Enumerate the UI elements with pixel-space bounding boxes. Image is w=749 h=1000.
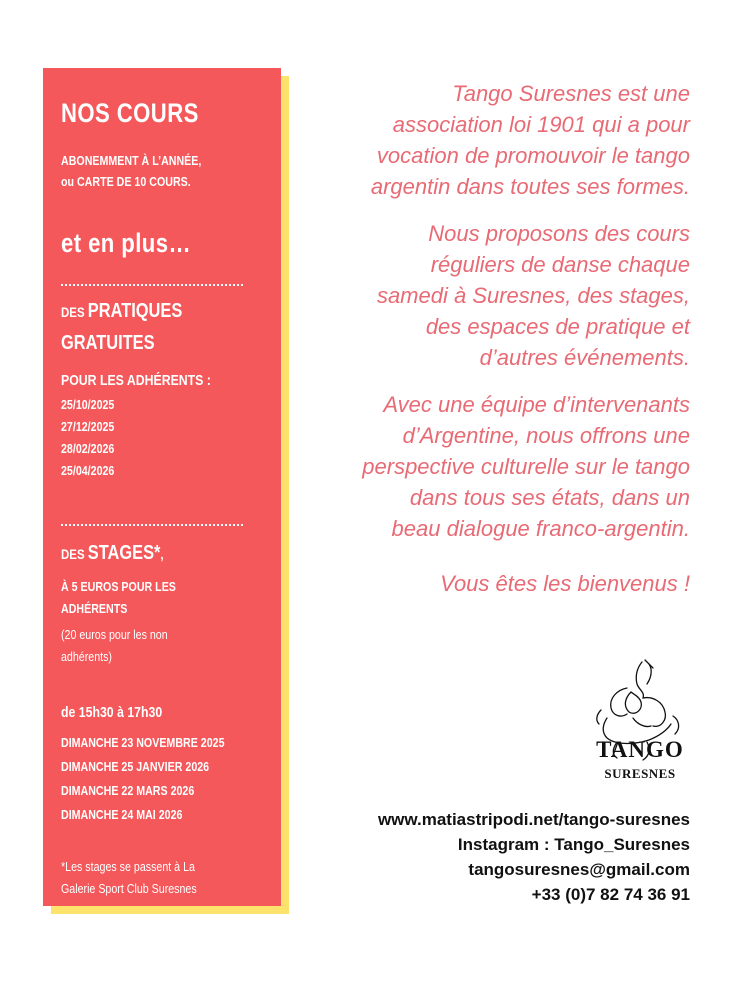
- association-intro: [300, 78, 690, 615]
- pratiques-heading-word2: GRATUITES: [61, 332, 155, 354]
- tango-dancers-logo-icon: [587, 633, 692, 788]
- intro-line: dans tous ses états, dans un: [409, 485, 690, 510]
- stage-date: DIMANCHE 25 JANVIER 2026: [61, 759, 210, 774]
- intro-line: Nous proposons des cours: [428, 221, 690, 246]
- non-members-price-line-1: (20 euros pour les non: [61, 627, 168, 642]
- contact-block: [290, 807, 690, 907]
- stage-date: DIMANCHE 22 MARS 2026: [61, 783, 195, 798]
- pratiques-heading: [61, 296, 235, 327]
- subscription-line-2: ou CARTE DE 10 COURS.: [61, 174, 191, 189]
- stage-date: DIMANCHE 23 NOVEMBRE 2025: [61, 735, 225, 750]
- intro-line: perspective culturelle sur le tango: [362, 454, 690, 479]
- stages-time: de 15h30 à 17h30: [61, 704, 163, 721]
- intro-paragraph-3: [300, 389, 690, 544]
- stages-suffix: ,: [160, 546, 164, 562]
- non-members-price-line-2: adhérents): [61, 649, 112, 664]
- pratique-date: 25/10/2025: [61, 397, 115, 412]
- welcome-line: Vous êtes les bienvenus !: [440, 571, 690, 596]
- pratique-date: 25/04/2026: [61, 463, 115, 478]
- subscription-line-1: ABONEMMENT À L’ANNÉE,: [61, 153, 202, 168]
- stages-price-line-2: ADHÉRENTS: [61, 601, 128, 616]
- intro-line: samedi à Suresnes, des stages,: [376, 283, 690, 308]
- stages-prefix: DES: [61, 546, 88, 562]
- logo-subtitle: SURESNES: [604, 766, 676, 781]
- pratique-date: 28/02/2026: [61, 441, 115, 456]
- courses-title: NOS COURS: [61, 98, 199, 128]
- stage-date: DIMANCHE 24 MAI 2026: [61, 807, 183, 822]
- stages-footnote-line-1: *Les stages se passent à La: [61, 859, 195, 874]
- pratiques-audience: POUR LES ADHÉRENTS :: [61, 372, 211, 389]
- stages-heading: [61, 538, 235, 569]
- intro-line: vocation de promouvoir le tango: [376, 143, 690, 168]
- intro-line: Tango Suresnes est une: [452, 81, 690, 106]
- intro-line: d’autres événements.: [479, 345, 690, 370]
- email-link[interactable]: tangosuresnes@gmail.com: [468, 860, 690, 879]
- intro-line: d’Argentine, nous offrons une: [402, 423, 690, 448]
- stages-heading-word: STAGES*: [87, 542, 161, 564]
- website-link[interactable]: www.matiastripodi.net/tango-suresnes: [377, 810, 690, 829]
- et-en-plus-heading: et en plus…: [61, 228, 191, 258]
- intro-line: beau dialogue franco-argentin.: [391, 516, 690, 541]
- courses-panel: [43, 68, 281, 906]
- intro-line: des espaces de pratique et: [425, 314, 690, 339]
- intro-line: Avec une équipe d’intervenants: [383, 392, 690, 417]
- intro-line: argentin dans toutes ses formes.: [370, 174, 690, 199]
- intro-line: réguliers de danse chaque: [430, 252, 690, 277]
- dotted-divider: [61, 284, 243, 286]
- instagram-handle[interactable]: Instagram : Tango_Suresnes: [457, 835, 690, 854]
- intro-paragraph-1: [300, 78, 690, 202]
- logo-title: TANGO: [596, 737, 684, 762]
- phone-number[interactable]: +33 (0)7 82 74 36 91: [531, 885, 690, 904]
- pratiques-heading-word1: PRATIQUES: [87, 300, 183, 322]
- stages-footnote-line-2: Galerie Sport Club Suresnes: [61, 881, 197, 896]
- pratique-date: 27/12/2025: [61, 419, 115, 434]
- intro-paragraph-2: [300, 218, 690, 373]
- pratiques-prefix: DES: [61, 304, 88, 320]
- intro-line: association loi 1901 qui a pour: [392, 112, 690, 137]
- stages-price-line-1: À 5 EUROS POUR LES: [61, 579, 176, 594]
- dotted-divider: [61, 524, 243, 526]
